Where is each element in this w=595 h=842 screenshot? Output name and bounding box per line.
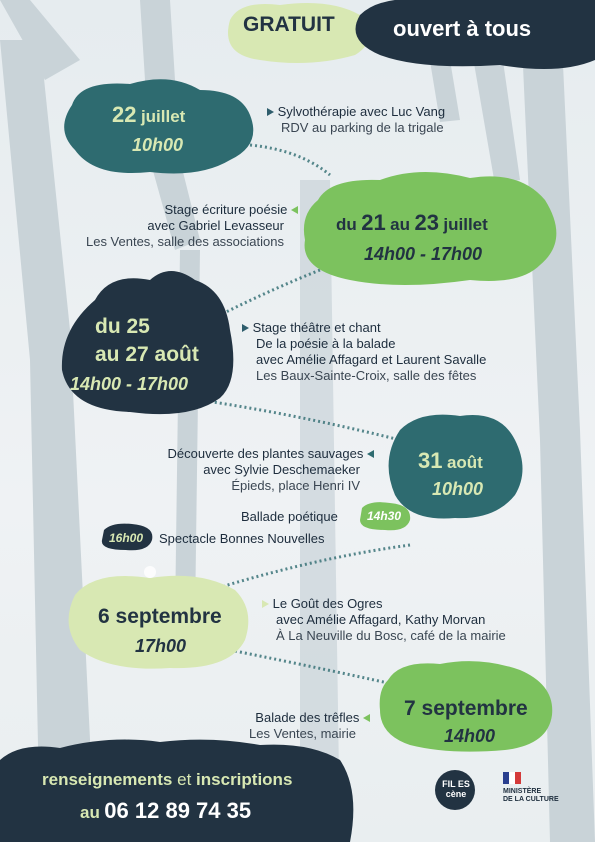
event-6-time: 14h00 — [444, 726, 496, 746]
event-6-title: Balade des trêfles — [255, 710, 360, 725]
event-2-prefix: du — [336, 215, 357, 234]
event-3-info — [242, 320, 486, 384]
event-6-place: Les Ventes, mairie — [249, 726, 356, 741]
footer-phone-line — [80, 798, 251, 824]
event-5-info — [262, 596, 506, 644]
event-2-title2: avec Gabriel Levasseur — [147, 218, 284, 233]
arrow-left-icon — [367, 450, 374, 458]
ministry-logo — [503, 788, 559, 804]
event-6-info — [200, 710, 370, 742]
event-5-place: À La Neuville du Bosc, café de la mairie — [276, 628, 506, 643]
event-4-day: 31 — [418, 448, 443, 473]
event-4-title1: Découverte des plantes sauvages — [167, 446, 364, 461]
event-3-date-line1: du 25 — [95, 315, 150, 338]
event-5-time: 17h00 — [135, 636, 187, 656]
event-4-time: 10h00 — [432, 479, 484, 499]
event-1-date — [112, 104, 185, 127]
arrow-left-icon — [291, 206, 298, 214]
event-4-title2: avec Sylvie Deschemaeker — [203, 462, 360, 477]
arrow-right-icon — [242, 324, 249, 332]
event-3-place: Les Baux-Sainte-Croix, salle des fêtes — [256, 368, 477, 383]
event-1-day: 22 — [112, 102, 137, 127]
event-3-title1: Stage théâtre et chant — [252, 320, 381, 335]
event-5-title2: avec Amélie Affagard, Kathy Morvan — [276, 612, 486, 627]
ministry-line1: MINISTÈRE — [503, 788, 542, 795]
ministry-line2: DE LA CULTURE — [503, 796, 559, 803]
event-1-time: 10h00 — [132, 135, 184, 155]
event-5-title1: Le Goût des Ogres — [272, 596, 383, 611]
event-2-from: 21 — [361, 210, 386, 235]
festival-logo: FIL ES cène — [442, 779, 470, 799]
event-2-title1: Stage écriture poésie — [164, 202, 288, 217]
event-2-to: 23 — [414, 210, 439, 235]
footer-info-b: inscriptions — [196, 770, 293, 789]
event-1-place: RDV au parking de la trigale — [281, 120, 444, 135]
blob-footer — [0, 740, 353, 842]
event-4-sub1-time: 14h30 — [367, 509, 402, 523]
event-1-month: juillet — [140, 107, 186, 126]
event-1-title: Sylvothérapie avec Luc Vang — [277, 104, 446, 119]
open-to-all-label: ouvert à tous — [393, 16, 532, 41]
event-3-title3: avec Amélie Affagard et Laurent Savalle — [256, 352, 487, 367]
french-flag-icon — [503, 772, 521, 784]
event-3-date-line2: au 27 août — [95, 343, 199, 366]
event-4-month: août — [446, 453, 483, 472]
arrow-left-icon — [363, 714, 370, 722]
event-4-place: Épieds, place Henri IV — [231, 478, 360, 493]
footer-info — [42, 770, 292, 790]
footer-phone: 06 12 89 74 35 — [104, 798, 252, 823]
event-4-sub2-title: Spectacle Bonnes Nouvelles — [159, 531, 325, 546]
event-5-date: 6 septembre — [98, 605, 222, 628]
arrow-right-icon — [262, 600, 269, 608]
event-2-mid: au — [390, 215, 411, 234]
event-4-date — [418, 450, 483, 473]
event-2-place: Les Ventes, salle des associations — [85, 234, 284, 249]
event-2-time: 14h00 - 17h00 — [364, 244, 483, 264]
event-4-sub2-time: 16h00 — [109, 531, 144, 545]
event-6-date: 7 septembre — [404, 697, 528, 720]
event-2-month: juillet — [443, 215, 488, 234]
event-4-sub1-title: Ballade poétique — [241, 509, 338, 524]
event-4-info — [100, 446, 374, 494]
arrow-right-icon — [267, 108, 274, 116]
footer-info-and: et — [177, 770, 192, 789]
footer-info-a: renseignements — [42, 770, 173, 789]
event-1-info — [267, 104, 445, 136]
event-3-title2: De la poésie à la balade — [256, 336, 396, 351]
event-3-time: 14h00 - 17h00 — [70, 374, 189, 394]
decor-circle — [144, 566, 156, 578]
free-label: GRATUIT — [243, 13, 335, 36]
event-2-info — [40, 202, 298, 250]
footer-phone-prefix: au — [80, 803, 100, 822]
event-2-date — [336, 212, 488, 235]
